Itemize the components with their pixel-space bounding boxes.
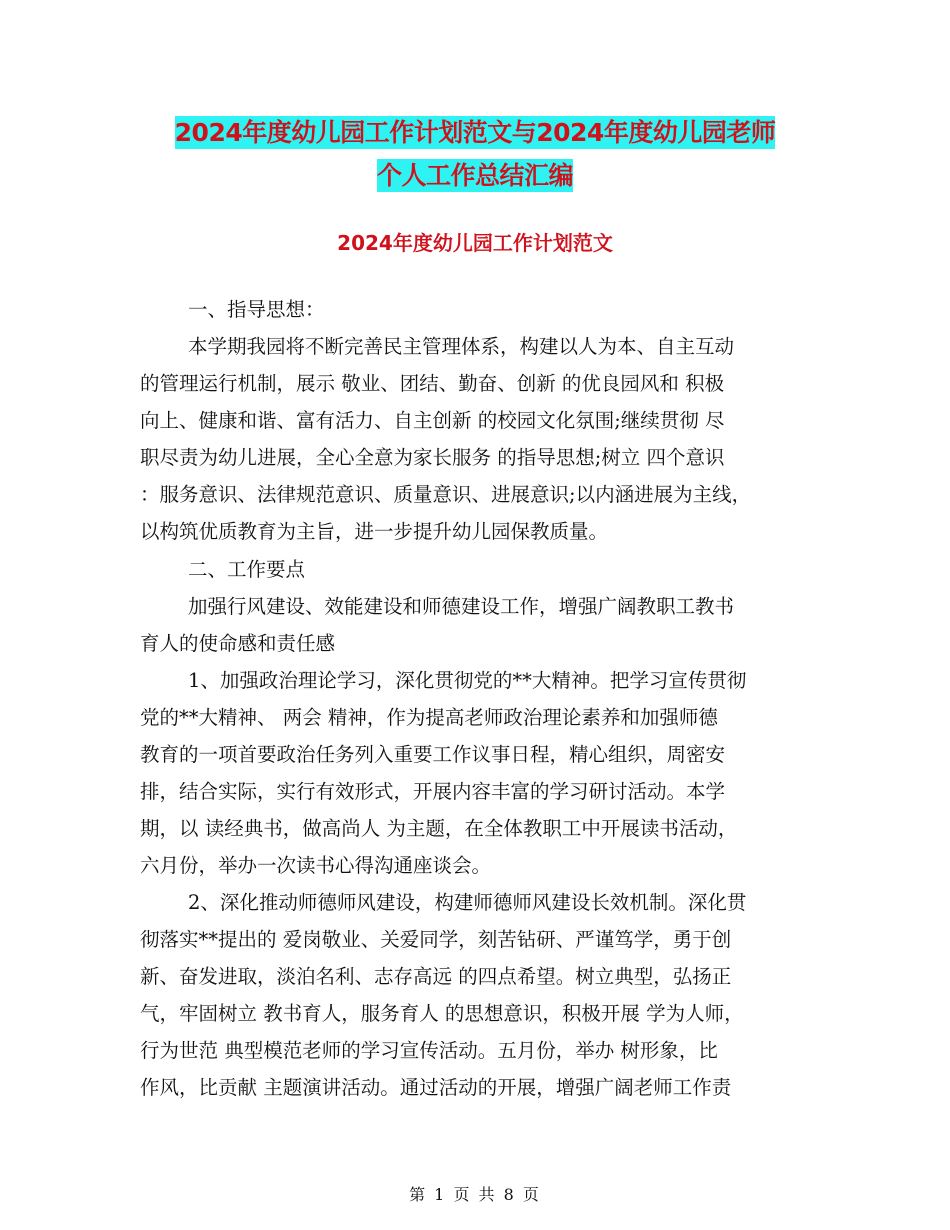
paragraph-line: 职尽责为幼儿进展，全心全意为家长服务 的指导思想;树立 四个意识 (140, 446, 725, 469)
document-title-line-1: 2024年度幼儿园工作计划范文与2024年度幼儿园老师 (174, 118, 776, 147)
paragraph-line: 1、加强政治理论学习，深化贯彻党的**大精神。把学习宣传贯彻 (188, 669, 747, 692)
paragraph-line: 本学期我园将不断完善民主管理体系，构建以人为本、自主互动 (188, 335, 735, 358)
paragraph-line: 作风，比贡献 主题演讲活动。通过活动的开展，增强广阔老师工作责 (140, 1076, 732, 1099)
paragraph-line: 期，以 读经典书，做高尚人 为主题，在全体教职工中开展读书活动， (140, 817, 738, 840)
paragraph-line: 的管理运行机制，展示 敬业、团结、勤奋、创新 的优良园风和 积极 (140, 372, 725, 395)
paragraph-line: ：服务意识、法律规范意识、质量意识、进展意识;以内涵进展为主线， (140, 483, 752, 506)
paragraph-line: 以构筑优质教育为主旨，进一步提升幼儿园保教质量。 (140, 520, 609, 543)
paragraph-line: 教育的一项首要政治任务列入重要工作议事日程，精心组织，周密安 (140, 743, 726, 766)
paragraph-line: 2、深化推动师德师风建设，构建师德师风建设长效机制。深化贯 (188, 891, 747, 914)
paragraph-line: 党的**大精神、 两会 精神，作为提高老师政治理论素养和加强师德 (140, 706, 718, 729)
paragraph-line: 气，牢固树立 教书育人，服务育人 的思想意识，积极开展 学为人师， (140, 1002, 744, 1025)
paragraph-line: 行为世范 典型模范老师的学习宣传活动。五月份，举办 树形象，比 (140, 1039, 718, 1062)
heading-guiding-ideology: 一、指导思想： (188, 298, 325, 321)
paragraph-line: 六月份，举办一次读书心得沟通座谈会。 (140, 854, 492, 877)
heading-work-points: 二、工作要点 (188, 558, 306, 581)
document-title-line-2: 个人工作总结汇编 (376, 161, 573, 190)
page-footer: 第 1 页 共 8 页 (409, 1185, 541, 1204)
paragraph-line: 向上、健康和谐、富有活力、自主创新 的校园文化氛围;继续贯彻 尽 (140, 409, 725, 432)
paragraph-line: 育人的使命感和责任感 (140, 632, 336, 655)
paragraph-line: 彻落实**提出的 爱岗敬业、关爱同学，刻苦钻研、严谨笃学，勇于创 (140, 928, 732, 951)
paragraph-line: 新、奋发进取，淡泊名利、志存高远 的四点希望。树立典型，弘扬正 (140, 965, 732, 988)
paragraph-line: 排，结合实际，实行有效形式，开展内容丰富的学习研讨活动。本学 (140, 780, 726, 803)
section-title: 2024年度幼儿园工作计划范文 (337, 231, 613, 255)
paragraph-line: 加强行风建设、效能建设和师德建设工作，增强广阔教职工教书 (188, 595, 735, 618)
